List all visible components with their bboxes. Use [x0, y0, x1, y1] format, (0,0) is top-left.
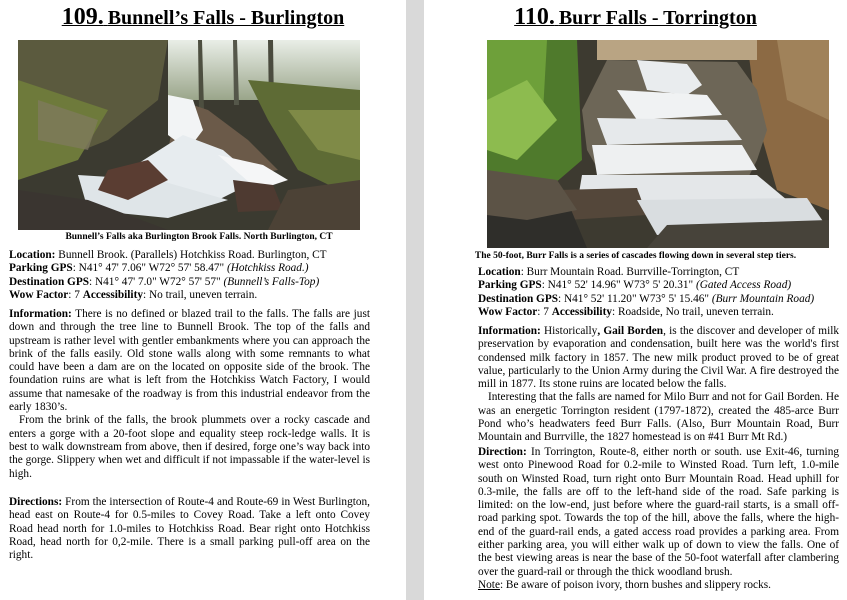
directions-section	[478, 446, 839, 592]
information-paragraph-2: Interesting that the falls are named for Milo Burr and not for Gail Borden. He was an energetic Torrington resident (1797-1872), created the 485-arce Burr Pond who’s headwaters feed Burr Falls. (Also, Burr Mountain Road, Burr Mountain and Burrville, the 1827 homestead is on #41 Burr Mt Rd.)	[478, 391, 839, 444]
wow-access-line: Wow Factor: 7 Accessibility: Roadside, No trail, uneven terrain.	[478, 306, 774, 319]
information-paragraph: Information: There is no defined or blazed trail to the falls. The falls are just down and through the tree line to Bunnell Brook. The top of the falls and upstream is rather level with gentler embankments where you can approach the brink of the falls easily. Old stone walls along with some remnants to what could have been a dam are on the located on opposite side of the brook. The foundation ruins are what is left from the Hotchkiss Watch Factory, I would assume that namesake of the roadway is from this industrial endeavor from the early 1830’s.	[9, 308, 370, 414]
waterfall-number: 109.	[61, 4, 104, 30]
details-block	[9, 249, 399, 303]
waterfall-name: Bunnell’s Falls - Burlington	[107, 7, 345, 29]
information-section	[9, 308, 370, 481]
information-section	[478, 325, 839, 445]
page-title-right	[424, 4, 847, 31]
left-page	[0, 0, 406, 600]
location-line: Location: Burr Mountain Road. Burrville-Torrington, CT	[478, 266, 740, 278]
details-block	[478, 266, 843, 320]
information-paragraph: Information: Historically, Gail Borden, is the discover and developer of milk preservation by evaporation and condensation, built here was the world's first condensed milk factory in 1857. The new milk product proved to be of great value, particularly to the Union Army during the Civil War. A fire destroyed the mill in 1877. Its stone ruins are located below the falls.	[478, 325, 839, 391]
page-title-left	[0, 4, 406, 31]
note-line: Note: Be aware of poison ivory, thorn bushes and slippery rocks.	[478, 578, 771, 591]
location-line: Location: Bunnell Brook. (Parallels) Hotchkiss Road. Burlington, CT	[9, 249, 327, 261]
right-page	[424, 0, 847, 600]
directions-paragraph: Direction: In Torrington, Route-8, either north or south. use Exit-46, turning west onto Pinewood Road for 0.2-mile to Winsted Road. Turn left, 1.0-mile south on Winsted Road, turn right onto Burr Mountain Road. Head uphill for 0.3-mile, the falls are off to the left-hand side of the road. Safe parking is limited: on the low-end, just before where the guard-rail starts, is a small off-road parking spot. Towards the top of the hill, above the falls, where the high-end of the guard-rail ends, a gated access road provides a parking area. From either parking area, you will either walk up of down to view the falls. One of the best viewing areas is near the base of the 50-foot waterfall after clambering over the guard-rail or through the thick woodland brush.	[478, 446, 839, 578]
photo-caption: Bunnell’s Falls aka Burlington Brook Falls. North Burlington, CT	[65, 232, 333, 242]
waterfall-number: 110.	[514, 4, 555, 30]
directions-section	[9, 496, 370, 562]
photo-caption: The 50-foot, Burr Falls is a series of cascades flowing down in several step tiers.	[474, 251, 797, 261]
directions-paragraph: Directions: From the intersection of Route-4 and Route-69 in West Burlington, head east on Route-4 for 0.5-miles to Covey Road. Take a left onto Covey Road head north for 1.0-miles to Hotchkiss Road. Bear right onto Hotchkiss Road, head north for 0,2-mile. There is a small parking pull-off area on the right.	[9, 496, 370, 562]
wow-access-line: Wow Factor: 7 Accessibility: No trail, uneven terrain.	[9, 289, 258, 302]
parking-gps-line: Parking GPS: N41° 47' 7.06" W72° 57' 58.47" (Hotchkiss Road.)	[9, 262, 309, 275]
waterfall-name: Burr Falls - Torrington	[558, 7, 757, 29]
destination-gps-line: Destination GPS: N41° 47' 7.0" W72° 57' 57" (Bunnell’s Falls-Top)	[9, 275, 320, 288]
destination-gps-line: Destination GPS: N41° 52' 11.20" W73° 5' 15.46" (Burr Mountain Road)	[478, 292, 815, 305]
bunnells-falls-photo	[18, 40, 360, 230]
information-paragraph-2: From the brink of the falls, the brook plummets over a rocky cascade and enters a gorge with a 20-foot slope and equality steep rock-ledge walls. It is best to walk downstream from above, then if desired, forge one’s way back into the gorge. Slippery when wet and difficult if not impassable if the water-level is high.	[9, 414, 370, 480]
burr-falls-photo	[487, 40, 829, 248]
parking-gps-line: Parking GPS: N41° 52' 14.96" W73° 5' 20.31" (Gated Access Road)	[478, 279, 792, 292]
